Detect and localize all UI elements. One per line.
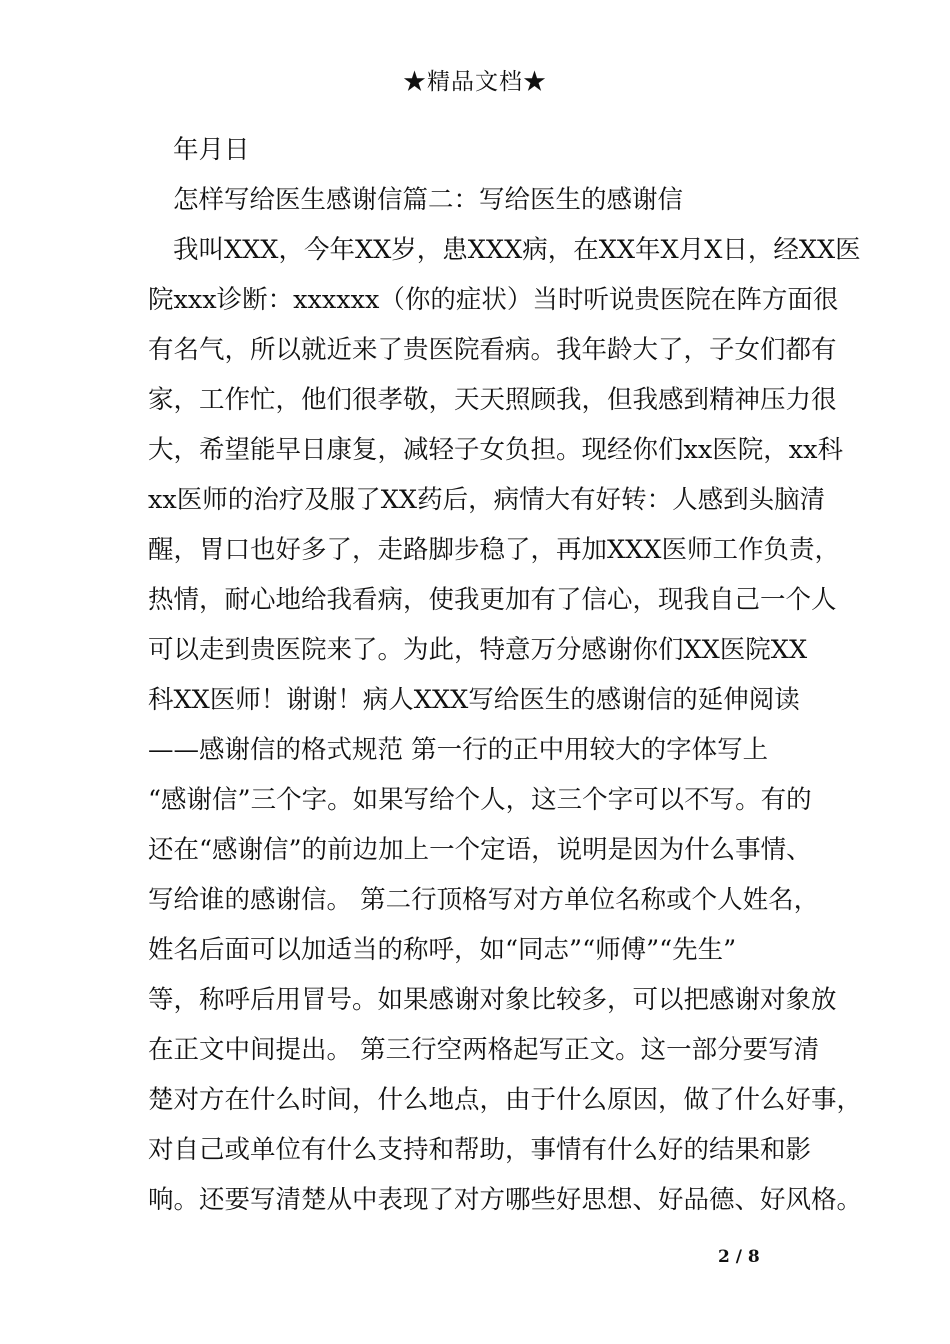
text-line: 楚对方在什么时间，什么地点，由于什么原因，做了什么好事， — [148, 1085, 863, 1115]
text-line: 有名气，所以就近来了贵医院看病。我年龄大了，子女们都有 — [148, 335, 837, 365]
text-line: 大，希望能早日康复，减轻子女负担。现经你们xx医院，xx科 — [148, 435, 844, 465]
text-line: 我叫XXX，今年XX岁，患XXX病，在XX年X月X日，经XX医 — [173, 235, 861, 265]
text-line: 年月日 — [173, 135, 250, 165]
text-line: ——感谢信的格式规范 第一行的正中用较大的字体写上 — [148, 735, 769, 765]
text-line: 怎样写给医生感谢信篇二：写给医生的感谢信 — [173, 185, 684, 215]
text-line: 家，工作忙，他们很孝敬，天天照顾我，但我感到精神压力很 — [148, 385, 837, 415]
text-line: 可以走到贵医院来了。为此，特意万分感谢你们XX医院XX — [148, 635, 808, 665]
text-line: 科XX医师！谢谢！病人XXX写给医生的感谢信的延伸阅读 — [148, 685, 800, 715]
text-line: 热情，耐心地给我看病，使我更加有了信心，现我自己一个人 — [148, 585, 837, 615]
text-line: 姓名后面可以加适当的称呼，如“同志”“师傅”“先生” — [148, 935, 737, 965]
page-header — [0, 66, 950, 98]
text-line: 还在“感谢信”的前边加上一个定语，说明是因为什么事情、 — [148, 835, 812, 865]
text-line: 在正文中间提出。 第三行空两格起写正文。这一部分要写清 — [148, 1035, 820, 1065]
header-title: ★精品文档★ — [403, 69, 547, 95]
text-line: xx医师的治疗及服了XX药后，病情大有好转：人感到头脑清 — [148, 485, 826, 515]
text-line: 写给谁的感谢信。 第二行顶格写对方单位名称或个人姓名， — [148, 885, 820, 915]
text-line: 院xxx诊断：xxxxxx（你的症状）当时听说贵医院在阵方面很 — [148, 285, 839, 315]
text-line: “感谢信”三个字。如果写给个人，这三个字可以不写。有的 — [148, 785, 812, 815]
text-line: 等，称呼后用冒号。如果感谢对象比较多，可以把感谢对象放 — [148, 985, 837, 1015]
page-current: 2 — [718, 1247, 730, 1267]
text-line: 响。还要写清楚从中表现了对方哪些好思想、好品德、好风格。 — [148, 1185, 863, 1215]
page-separator: / — [729, 1247, 748, 1267]
page-number — [718, 1246, 760, 1268]
text-line: 醒，胃口也好多了，走路脚步稳了，再加XXX医师工作负责， — [148, 535, 840, 565]
text-line: 对自己或单位有什么支持和帮助，事情有什么好的结果和影 — [148, 1135, 812, 1165]
page-total: 8 — [747, 1247, 760, 1267]
